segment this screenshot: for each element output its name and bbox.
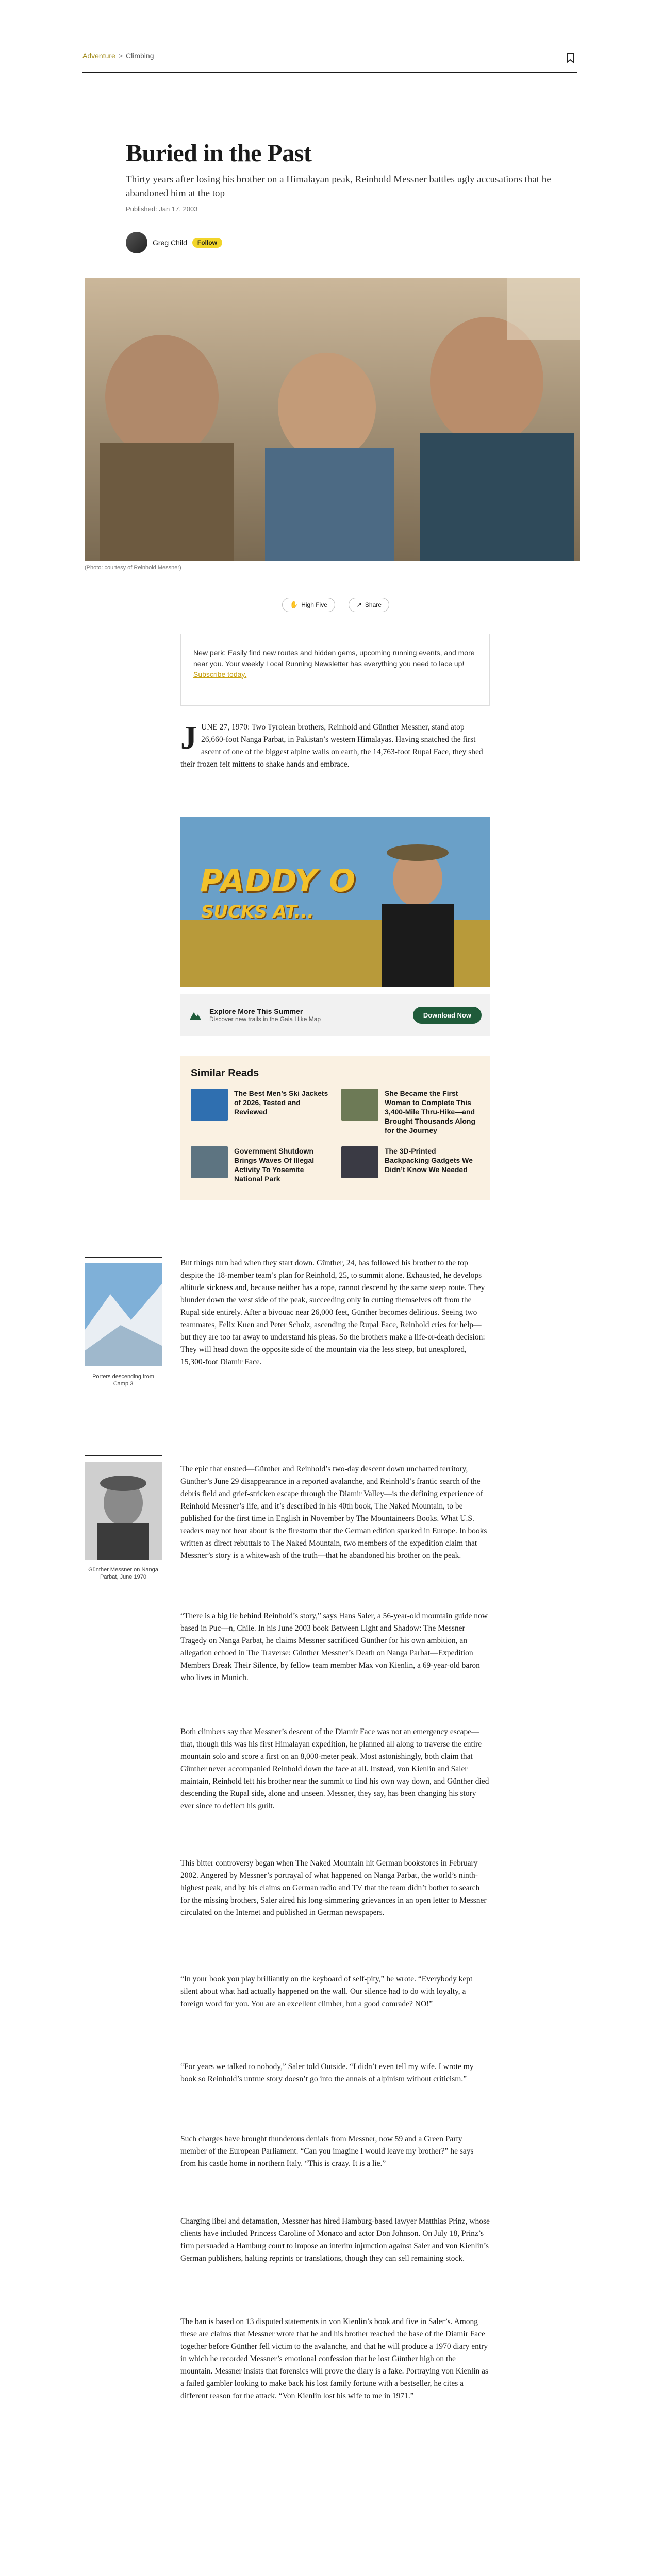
article-paragraph: “In your book you play brilliantly on the keyboard of self-pity,” he wrote. “Everybody kept silent about what had actually happened on the wall. Our silence had to do with loyalty, a foreign word for you. You are an excellent climber, but a good comrade? NO!” — [180, 1975, 473, 2008]
article-dek: Thirty years after losing his brother on a Himalayan peak, Reinhold Messner battles ugly accusations that he abandoned him at the top — [126, 174, 551, 199]
photo-credit: (Photo: courtesy of Reinhold Messner) — [85, 565, 181, 571]
hero-photo-illustration — [85, 278, 580, 561]
share-button[interactable] — [349, 598, 389, 612]
side-image-rule — [85, 1257, 162, 1258]
ad-brand: PADDY O — [200, 863, 356, 899]
side-image-caption: Günther Messner on Nanga Parbat, June 1970 — [88, 1567, 158, 1580]
publish-date: Published: Jan 17, 2003 — [126, 205, 198, 213]
side-photo[interactable] — [85, 1462, 162, 1560]
similar-reads — [180, 1056, 490, 1200]
article-paragraph: Charging libel and defamation, Messner has hired Hamburg-based lawyer Matthias Prinz, whose clients have included Princess Caroline of Monaco and actor Don Johnson. On July 18, Prinz’s firm persuaded a Hamburg court to impose an interim injunction against Saler and von Kienlin’s German publishers, halting reprints or translations, though they can sell remaining stock. — [180, 2217, 490, 2263]
breadcrumb-separator: > — [118, 52, 123, 60]
author-avatar[interactable] — [126, 232, 147, 253]
newsletter-text: New perk: Easily find new routes and hidden gems, upcoming running events, and more near you. Your weekly Local Running Newsletter has everything you need to lace up! — [193, 649, 475, 668]
drop-cap: J — [180, 719, 197, 756]
similar-reads-heading: Similar Reads — [191, 1067, 259, 1079]
share-label: Share — [365, 601, 382, 608]
similar-thumbnail[interactable] — [191, 1089, 228, 1121]
article-paragraph: The epic that ensued—Günther and Reinhold’s two-day descent down uncharted territory, Günther’s June 29 disappearance in a reported avalanche, and Reinhold’s frantic search of the debris field and grief-stricken escape through the Diamir Valley—is the defining experience of Reinhold Messner’s life, and it’s described in his 40th book, The Naked Mountain, to be published for the first time in English in November by The Mountaineers Books. What U.S. readers may not hear about is the firestorm that the German edition sparked in Europe. In books written as direct rebuttals to The Naked Mountain, two members of the expedition claim that Messner’s story is a whitewash of the truth—that he abandoned his brother on the peak. — [180, 1465, 487, 1560]
subscribe-link[interactable]: Subscribe today. — [193, 670, 247, 679]
similar-item[interactable] — [341, 1089, 479, 1135]
similar-title[interactable]: She Became the First Woman to Complete This 3,400-Mile Thru-Hike—and Brought Thousands Along for the Journey — [385, 1089, 476, 1134]
advertisement[interactable] — [180, 817, 490, 987]
article-paragraph: The ban is based on 13 disputed statements in von Kienlin’s book and five in Saler’s. Among these are claims that Messner wrote that he and his brother reached the base of the Diamir Face together before Günther fell victim to the avalanche, and that he will produce a 1970 diary entry in which he recorded Messner’s emotional confession that he lost Günther high on the mountain. Messner insists that forensics will prove the diary is a fake. Portraying von Kienlin as a failed gambler looking to make back his lost family fortune with a bestseller, he cites a different reason for the attack. “Von Kienlin lost his wife to me in 1971.” — [180, 2317, 489, 2400]
similar-thumbnail[interactable] — [191, 1146, 228, 1178]
similar-thumbnail[interactable] — [341, 1146, 378, 1178]
similar-title[interactable]: Government Shutdown Brings Waves Of Illegal Activity To Yosemite National Park — [234, 1147, 315, 1183]
article-paragraph: But things turn bad when they start down. Günther, 24, has followed his brother to the top despite the 18-member team’s plan for Reinhold, 25, to summit alone. Exhausted, he develops altitude sickness and, because neither has a rope, cannot descend by the same steep route. They blunder down the west side of the peak, succeeding only in cutting themselves off from the Rupal side entirely. After a bivouac near 26,000 feet, Günther becomes delirious. Seeing two teammates, Felix Kuen and Peter Scholz, ascending the Rupal Face, Reinhold cries for help—but they are too far away to understand his pleas. So the brothers make a life-or-death decision: They will head down the opposite side of the mountain via the less steep, but unexplored, 15,300-foot Diamir Face. — [180, 1259, 485, 1366]
breadcrumb — [82, 52, 154, 60]
paragraph-text: UNE 27, 1970: Two Tyrolean brothers, Reinhold and Günther Messner, stand atop 26,660-foot Nanga Parbat, in Pakistan’s western Himalayas. Having snatched the first ascent of one of the biggest alpine walls on earth, the 14,763-foot Rupal Face, they shed their frozen felt mittens to shake hands and embrace. — [180, 723, 483, 769]
side-image-caption: Porters descending from Camp 3 — [92, 1374, 154, 1387]
gaia-promo — [180, 994, 490, 1036]
download-now-button[interactable]: Download Now — [413, 1007, 482, 1024]
article-paragraph: “There is a big lie behind Reinhold’s story,” says Hans Saler, a 56-year-old mountain guide now based in Puc—n, Chile. In his June 2003 book Between Light and Shadow: The Messner Tragedy on Nanga Parbat, he claims Messner sacrificed Günther for his own ambition, an allegation echoed in The Traverse: Günther Messner’s Death on Nanga Parbat—Expedition Members Break Their Silence, by fellow team member Max von Kienlin, a 69-year-old baron who lives in Munich. — [180, 1612, 488, 1682]
side-photo[interactable] — [85, 1263, 162, 1366]
high-five-button[interactable] — [282, 598, 335, 612]
similar-item[interactable] — [341, 1146, 479, 1183]
similar-item[interactable] — [191, 1146, 329, 1183]
header-rule — [82, 72, 577, 73]
side-image-gunther — [85, 1455, 162, 1581]
side-image-rule — [85, 1455, 162, 1456]
similar-item[interactable] — [191, 1089, 329, 1135]
page-title: Buried in the Past — [126, 140, 312, 167]
mountain-icon — [189, 1008, 202, 1022]
newsletter-callout — [180, 634, 490, 706]
follow-button[interactable]: Follow — [192, 238, 222, 248]
share-icon: ↗ — [356, 601, 362, 608]
similar-title[interactable]: The 3D-Printed Backpacking Gadgets We Didn’t Know We Needed — [385, 1147, 473, 1174]
side-image-porters — [85, 1257, 162, 1387]
article-paragraph: Both climbers say that Messner’s descent of the Diamir Face was not an emergency escape—that, though this was his first Himalayan expedition, he planned all along to traverse the entire mountain solo and score a first on an 8,000-meter peak. Most astonishingly, both claim that Günther never accompanied Reinhold down the face at all. Instead, von Kienlin and Saler maintain, Reinhold left his brother near the summit to find his own way down, and Günther died descending the Rupal side, alone and unseen. Messner, they say, has been changing his story ever since to deflect his guilt. — [180, 1727, 489, 1810]
author-name[interactable]: Greg Child — [153, 239, 187, 247]
article-paragraph: “For years we talked to nobody,” Saler told Outside. “I didn’t even tell my wife. I wrote my book so Reinhold’s untrue story doesn’t go into the annals of alpinism without criticism.” — [180, 2062, 474, 2083]
author-row — [126, 232, 222, 253]
promo-subtitle: Discover new trails in the Gaia Hike Map — [209, 1015, 321, 1023]
breadcrumb-section[interactable]: Adventure — [82, 52, 115, 60]
bookmark-icon[interactable] — [564, 52, 576, 64]
high-five-label: High Five — [301, 601, 327, 608]
ad-tagline: SUCKS AT... — [201, 902, 314, 922]
article-paragraph — [180, 721, 490, 771]
promo-title: Explore More This Summer — [209, 1007, 303, 1015]
similar-thumbnail[interactable] — [341, 1089, 378, 1121]
breadcrumb-subsection[interactable]: Climbing — [126, 52, 154, 60]
article-paragraph: Such charges have brought thunderous denials from Messner, now 59 and a Green Party member of the European Parliament. “Can you imagine I would leave my brother?” he says from his castle home in northern Italy. “This is crazy. It is a lie.” — [180, 2134, 474, 2168]
article-paragraph: This bitter controversy began when The Naked Mountain hit German bookstores in February 2002. Angered by Messner’s portrayal of what happened on Nanga Parbat, the world’s ninth-highest peak, and by his claims on German radio and TV that the team didn’t bother to search for the missing brothers, Saler aired his long-simmering grievances in an open letter to Messner circulated on the Internet and published in German newspapers. — [180, 1859, 487, 1917]
similar-title[interactable]: The Best Men’s Ski Jackets of 2026, Tested and Reviewed — [234, 1089, 328, 1116]
hand-icon: ✋ — [290, 601, 299, 608]
hero-image — [85, 278, 580, 561]
